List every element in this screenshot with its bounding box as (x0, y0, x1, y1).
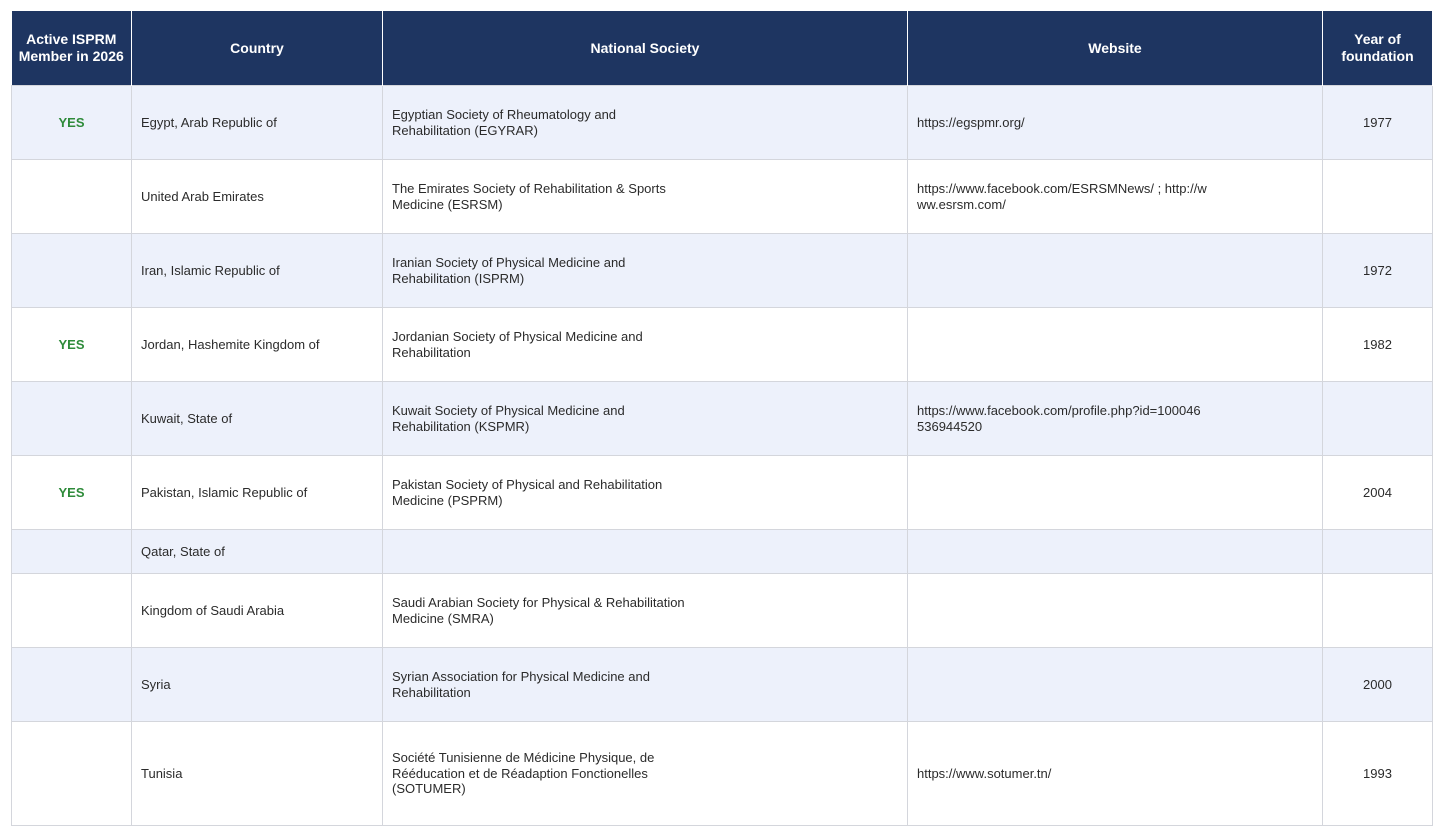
active-member-cell (12, 722, 132, 826)
national-society-cell-text: Jordanian Society of Physical Medicine and Rehabilitation (392, 329, 643, 360)
national-society-cell-text: Saudi Arabian Society for Physical & Rehabilitation Medicine (SMRA) (392, 595, 685, 626)
societies-table (11, 11, 1433, 826)
table-row (12, 382, 1433, 456)
year-cell-text: 1977 (1363, 114, 1392, 130)
year-cell (1323, 234, 1433, 308)
country-cell-text: Qatar, State of (141, 543, 225, 559)
website-cell (908, 160, 1323, 234)
website-cell-text[interactable]: https://www.facebook.com/ESRSMNews/ ; http://www.esrsm.com/ (917, 181, 1207, 212)
country-cell-text: Iran, Islamic Republic of (141, 262, 280, 278)
header-active-member: Active ISPRM Member in 2026 (12, 11, 132, 86)
national-society-cell (383, 382, 908, 456)
national-society-cell-text: Kuwait Society of Physical Medicine and Rehabilitation (KSPMR) (392, 403, 625, 434)
website-cell-text[interactable]: https://egspmr.org/ (917, 114, 1025, 130)
year-cell (1323, 722, 1433, 826)
country-cell (132, 648, 383, 722)
year-cell-text: 1993 (1363, 765, 1392, 781)
country-cell-text: United Arab Emirates (141, 188, 264, 204)
country-cell-text: Kuwait, State of (141, 410, 233, 426)
table-row (12, 574, 1433, 648)
national-society-cell-text: Pakistan Society of Physical and Rehabilitation Medicine (PSPRM) (392, 477, 663, 508)
year-cell (1323, 308, 1433, 382)
country-cell-text: Pakistan, Islamic Republic of (141, 484, 308, 500)
country-cell-text: Syria (141, 676, 171, 692)
active-member-cell (12, 574, 132, 648)
country-cell (132, 86, 383, 160)
country-cell (132, 722, 383, 826)
country-cell-text: Kingdom of Saudi Arabia (141, 602, 285, 618)
table-row (12, 308, 1433, 382)
active-member-cell (12, 648, 132, 722)
active-member-cell-text: YES (58, 336, 85, 352)
country-cell (132, 308, 383, 382)
table-row (12, 86, 1433, 160)
country-cell-text: Jordan, Hashemite Kingdom of (141, 336, 320, 352)
year-cell-text: 1972 (1363, 262, 1392, 278)
table-row (12, 234, 1433, 308)
website-cell (908, 722, 1323, 826)
year-cell-text: 2000 (1363, 676, 1392, 692)
active-member-cell (12, 86, 132, 160)
year-cell (1323, 382, 1433, 456)
year-cell (1323, 648, 1433, 722)
national-society-cell-text: Syrian Association for Physical Medicine and Rehabilitation (392, 669, 650, 700)
table-row (12, 648, 1433, 722)
header-year-of-foundation: Year of foundation (1323, 11, 1433, 86)
national-society-cell (383, 308, 908, 382)
country-cell (132, 530, 383, 574)
year-cell (1323, 86, 1433, 160)
active-member-cell (12, 456, 132, 530)
country-cell-text: Egypt, Arab Republic of (141, 114, 277, 130)
national-society-cell (383, 574, 908, 648)
website-cell (908, 308, 1323, 382)
national-society-cell (383, 530, 908, 574)
country-cell (132, 234, 383, 308)
header-website: Website (908, 11, 1323, 86)
header-row (12, 11, 1433, 86)
active-member-cell-text: YES (58, 114, 85, 130)
national-society-cell (383, 160, 908, 234)
year-cell (1323, 530, 1433, 574)
website-cell (908, 574, 1323, 648)
website-cell (908, 234, 1323, 308)
country-cell (132, 382, 383, 456)
header-country: Country (132, 11, 383, 86)
national-society-cell (383, 456, 908, 530)
year-cell (1323, 574, 1433, 648)
website-cell (908, 456, 1323, 530)
website-cell (908, 86, 1323, 160)
website-cell-text[interactable]: https://www.facebook.com/profile.php?id=100046536944520 (917, 403, 1201, 434)
country-cell-text: Tunisia (141, 765, 183, 781)
table-row (12, 160, 1433, 234)
national-society-cell (383, 234, 908, 308)
national-society-cell-text: Iranian Society of Physical Medicine and Rehabilitation (ISPRM) (392, 255, 626, 286)
country-cell (132, 456, 383, 530)
country-cell (132, 574, 383, 648)
website-cell-text[interactable]: https://www.sotumer.tn/ (917, 765, 1052, 781)
header-national-society: National Society (383, 11, 908, 86)
website-cell (908, 382, 1323, 456)
table-row (12, 456, 1433, 530)
year-cell (1323, 160, 1433, 234)
active-member-cell (12, 160, 132, 234)
national-society-cell (383, 86, 908, 160)
national-society-cell (383, 722, 908, 826)
website-cell (908, 530, 1323, 574)
active-member-cell (12, 308, 132, 382)
table-row (12, 722, 1433, 826)
website-cell (908, 648, 1323, 722)
year-cell-text: 2004 (1363, 484, 1392, 500)
national-society-cell-text: The Emirates Society of Rehabilitation & Sports Medicine (ESRSM) (392, 181, 666, 212)
country-cell (132, 160, 383, 234)
national-society-cell-text: Société Tunisienne de Médicine Physique, de Rééducation et de Réadaption Fonctionelles (SOTUMER) (392, 750, 655, 797)
national-society-cell-text: Egyptian Society of Rheumatology and Rehabilitation (EGYRAR) (392, 107, 617, 138)
societies-table-container (11, 11, 1432, 826)
active-member-cell-text: YES (58, 484, 85, 500)
national-society-cell (383, 648, 908, 722)
active-member-cell (12, 382, 132, 456)
active-member-cell (12, 530, 132, 574)
table-body (12, 86, 1433, 826)
year-cell-text: 1982 (1363, 336, 1392, 352)
active-member-cell (12, 234, 132, 308)
table-row (12, 530, 1433, 574)
year-cell (1323, 456, 1433, 530)
